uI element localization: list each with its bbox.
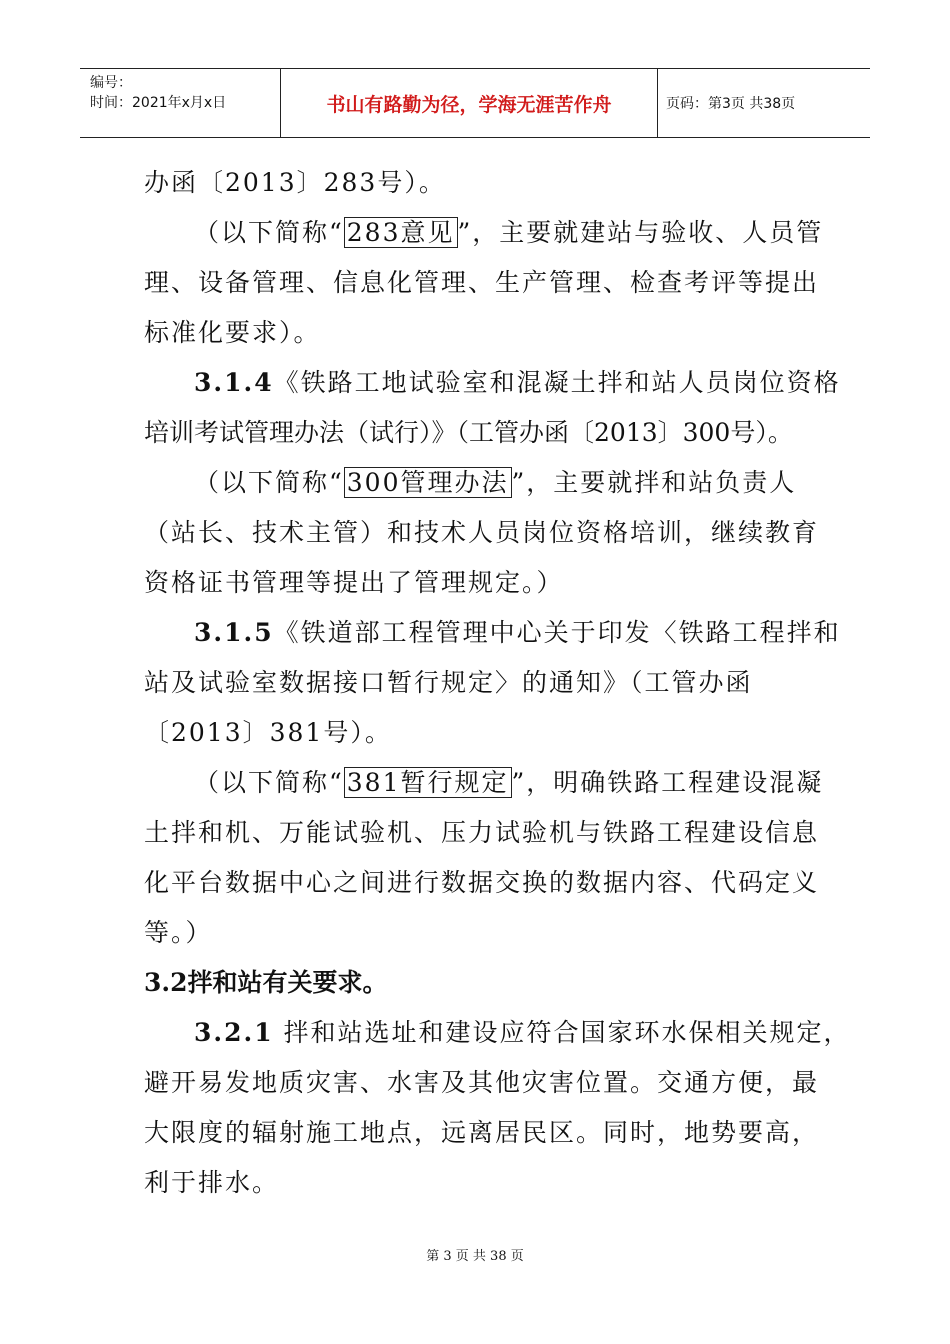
text-line — [144, 358, 841, 408]
section-number: 3.1.5 — [194, 618, 274, 647]
section-number: 3.2.1 — [194, 1018, 274, 1047]
text-line: 避开易发地质灾害、水害及其他灾害位置。交通方便，最 — [144, 1068, 820, 1097]
text-line: 培训考试管理办法（试行）》（工管办函〔2013〕300号）。 — [144, 418, 793, 447]
abbreviation-box-300: 300管理办法 — [344, 467, 512, 498]
section-heading: 3.2拌和站有关要求。 — [144, 968, 388, 997]
document-number-label: 编号： — [90, 75, 132, 91]
abbreviation-box-381: 381暂行规定 — [344, 767, 512, 798]
text-span: （以下简称“ — [194, 218, 344, 247]
text-span: ”，主要就拌和站负责人 — [511, 468, 797, 497]
text-span: （以下简称“ — [194, 468, 344, 497]
page-header — [80, 68, 870, 138]
text-line: 办函〔2013〕283号）。 — [144, 168, 446, 197]
text-line: 理、设备管理、信息化管理、生产管理、检查考评等提出 — [144, 268, 820, 297]
text-line: 等。） — [144, 918, 213, 947]
text-line: 站及试验室数据接口暂行规定〉的通知》（工管办函 — [144, 668, 753, 697]
text-span: （以下简称“ — [194, 768, 344, 797]
text-span: 《铁道部工程管理中心关于印发〈铁路工程拌和 — [273, 618, 841, 647]
text-span: 拌和站选址和建设应符合国家环水保相关规定， — [273, 1018, 851, 1047]
header-left-cell — [80, 69, 281, 137]
text-line — [144, 758, 824, 808]
header-motto: 书山有路勤为径，学海无涯苦作舟 — [281, 69, 658, 137]
text-line: 标准化要求）。 — [144, 318, 321, 347]
text-line: 大限度的辐射施工地点，远离居民区。同时，地势要高， — [144, 1118, 820, 1147]
text-line: 资格证书管理等提出了管理规定。） — [144, 568, 564, 597]
text-line — [144, 458, 814, 508]
text-line — [144, 1008, 851, 1058]
text-line: 利于排水。 — [144, 1168, 280, 1197]
text-span: ”，主要就建站与验收、人员管 — [457, 218, 824, 247]
document-body — [144, 158, 851, 1208]
text-span: 《铁路工地试验室和混凝土拌和站人员岗位资格 — [273, 368, 841, 397]
section-number: 3.1.4 — [194, 368, 274, 397]
page-footer: 第 3 页 共 38 页 — [426, 1249, 524, 1264]
text-line: 〔2013〕381号）。 — [144, 718, 392, 747]
text-span: ”，明确铁路工程建设混凝 — [511, 768, 824, 797]
text-line — [144, 208, 824, 258]
document-date-label: 时间：2021年x月x日 — [90, 95, 227, 111]
text-line: （站长、技术主管）和技术人员岗位资格培训，继续教育 — [144, 518, 820, 547]
header-page-number: 页码：第3页 共38页 — [666, 96, 796, 112]
abbreviation-box-283: 283意见 — [344, 217, 458, 248]
text-line — [144, 608, 841, 658]
text-line: 土拌和机、万能试验机、压力试验机与铁路工程建设信息 — [144, 818, 820, 847]
text-line: 化平台数据中心之间进行数据交换的数据内容、代码定义 — [144, 868, 820, 897]
